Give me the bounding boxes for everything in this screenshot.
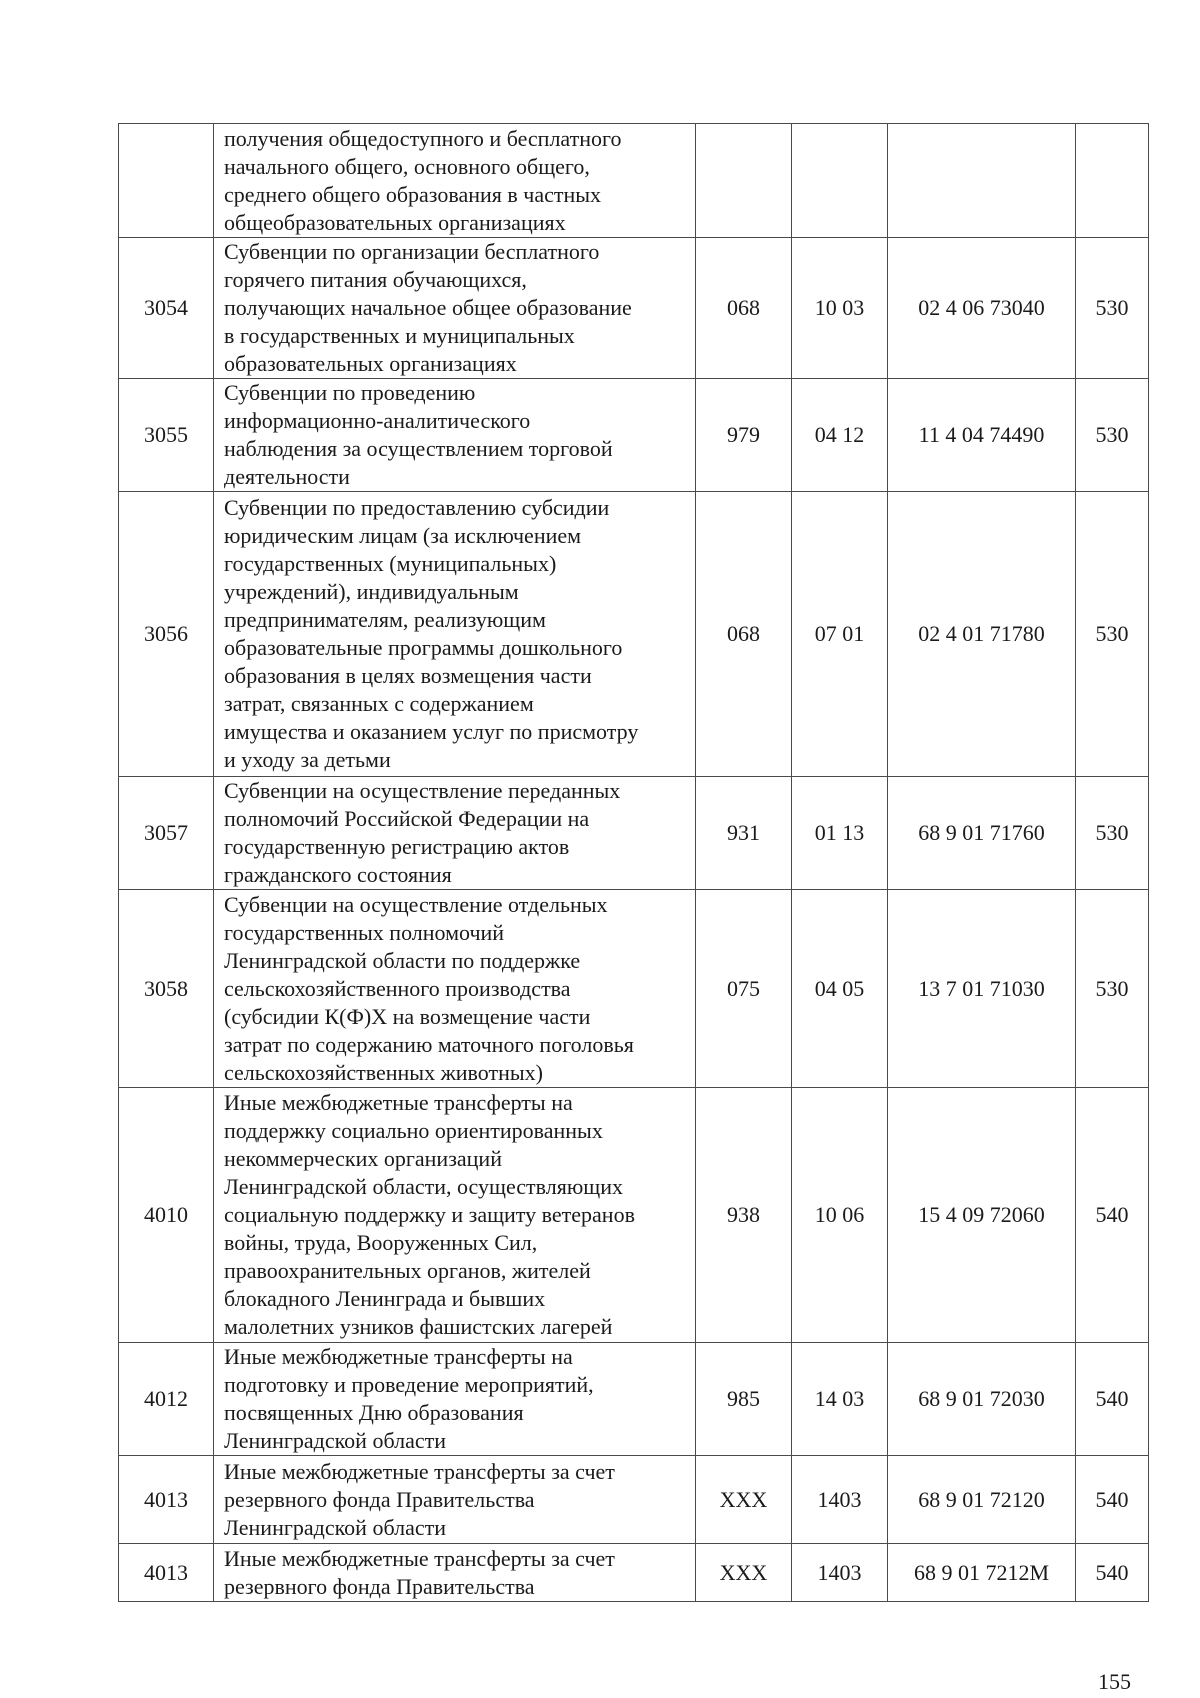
row-description-cell: Субвенции на осуществление отдельных государственных полномочий Ленинградской области по поддержке сельскохозяйственного производства (субсидии К(Ф)Х на возмещение части затрат по содержанию маточного поголовья сельскохозяйственных животных) (214, 890, 696, 1088)
table-row (119, 1343, 1149, 1456)
row-expense-type-cell: 540 (1076, 1343, 1149, 1456)
row-expense-type-cell: 530 (1076, 238, 1149, 379)
table-row (119, 238, 1149, 379)
row-description-cell: Субвенции на осуществление переданных полномочий Российской Федерации на государственную регистрацию актов гражданского состояния (214, 777, 696, 890)
table-row (119, 492, 1149, 777)
row-admin-code-cell: 985 (696, 1343, 792, 1456)
table-row (119, 777, 1149, 890)
row-target-article-cell: 15 4 09 72060 (888, 1088, 1076, 1343)
row-code-cell: 3056 (119, 492, 214, 777)
row-expense-type-cell: 540 (1076, 1544, 1149, 1602)
row-code-cell: 3058 (119, 890, 214, 1088)
row-target-article-cell: 13 7 01 71030 (888, 890, 1076, 1088)
row-expense-type-cell: 530 (1076, 379, 1149, 492)
row-expense-type-cell: 530 (1076, 890, 1149, 1088)
row-target-article-cell: 11 4 04 74490 (888, 379, 1076, 492)
row-code-cell: 4013 (119, 1456, 214, 1544)
row-expense-type-cell (1076, 124, 1149, 238)
row-code-cell: 3055 (119, 379, 214, 492)
row-admin-code-cell: 075 (696, 890, 792, 1088)
row-admin-code-cell: 068 (696, 238, 792, 379)
row-admin-code-cell: XXX (696, 1544, 792, 1602)
row-code-cell: 4013 (119, 1544, 214, 1602)
row-target-article-cell: 68 9 01 72120 (888, 1456, 1076, 1544)
row-section-cell: 10 03 (792, 238, 888, 379)
row-section-cell (792, 124, 888, 238)
table-row (119, 1088, 1149, 1343)
row-code-cell: 3054 (119, 238, 214, 379)
row-description-cell: получения общедоступного и бесплатного начального общего, основного общего, среднего общего образования в частных общеобразовательных организациях (214, 124, 696, 238)
table-row (119, 1456, 1149, 1544)
row-description-cell: Иные межбюджетные трансферты за счет резервного фонда Правительства Ленинградской области (214, 1456, 696, 1544)
row-admin-code-cell: 931 (696, 777, 792, 890)
row-code-cell (119, 124, 214, 238)
row-target-article-cell: 02 4 06 73040 (888, 238, 1076, 379)
row-description-cell: Субвенции по предоставлению субсидии юридическим лицам (за исключением государственных (муниципальных) учреждений), индивидуальным предпринимателям, реализующим образовательные программы дошкольного образования в целях возмещения части затрат, связанных с содержанием имущества и оказанием услуг по присмотру и уходу за детьми (214, 492, 696, 777)
row-expense-type-cell: 540 (1076, 1088, 1149, 1343)
row-target-article-cell (888, 124, 1076, 238)
page-number: 155 (1098, 1669, 1131, 1694)
row-admin-code-cell: 938 (696, 1088, 792, 1343)
row-target-article-cell: 68 9 01 72030 (888, 1343, 1076, 1456)
row-expense-type-cell: 530 (1076, 777, 1149, 890)
row-admin-code-cell (696, 124, 792, 238)
row-admin-code-cell: 979 (696, 379, 792, 492)
row-section-cell: 1403 (792, 1544, 888, 1602)
table-row (119, 890, 1149, 1088)
row-target-article-cell: 68 9 01 7212M (888, 1544, 1076, 1602)
row-admin-code-cell: XXX (696, 1456, 792, 1544)
row-target-article-cell: 02 4 01 71780 (888, 492, 1076, 777)
row-admin-code-cell: 068 (696, 492, 792, 777)
row-section-cell: 01 13 (792, 777, 888, 890)
row-section-cell: 07 01 (792, 492, 888, 777)
row-expense-type-cell: 530 (1076, 492, 1149, 777)
row-code-cell: 4012 (119, 1343, 214, 1456)
row-description-cell: Иные межбюджетные трансферты за счет резервного фонда Правительства (214, 1544, 696, 1602)
row-description-cell: Субвенции по организации бесплатного горячего питания обучающихся, получающих начальное общее образование в государственных и муниципальных образовательных организациях (214, 238, 696, 379)
row-section-cell: 04 05 (792, 890, 888, 1088)
row-section-cell: 14 03 (792, 1343, 888, 1456)
row-section-cell: 10 06 (792, 1088, 888, 1343)
table-row (119, 1544, 1149, 1602)
row-section-cell: 04 12 (792, 379, 888, 492)
budget-code-table (118, 123, 1149, 1602)
table-row (119, 379, 1149, 492)
row-target-article-cell: 68 9 01 71760 (888, 777, 1076, 890)
row-code-cell: 3057 (119, 777, 214, 890)
row-description-cell: Субвенции по проведению информационно-аналитического наблюдения за осуществлением торговой деятельности (214, 379, 696, 492)
row-section-cell: 1403 (792, 1456, 888, 1544)
row-expense-type-cell: 540 (1076, 1456, 1149, 1544)
row-description-cell: Иные межбюджетные трансферты на подготовку и проведение мероприятий, посвященных Дню образования Ленинградской области (214, 1343, 696, 1456)
table-row (119, 124, 1149, 238)
row-description-cell: Иные межбюджетные трансферты на поддержку социально ориентированных некоммерческих организаций Ленинградской области, осуществляющих социальную поддержку и защиту ветеранов войны, труда, Вооруженных Сил, правоохранительных органов, жителей блокадного Ленинграда и бывших малолетних узников фашистских лагерей (214, 1088, 696, 1343)
row-code-cell: 4010 (119, 1088, 214, 1343)
table-body (119, 124, 1149, 1602)
